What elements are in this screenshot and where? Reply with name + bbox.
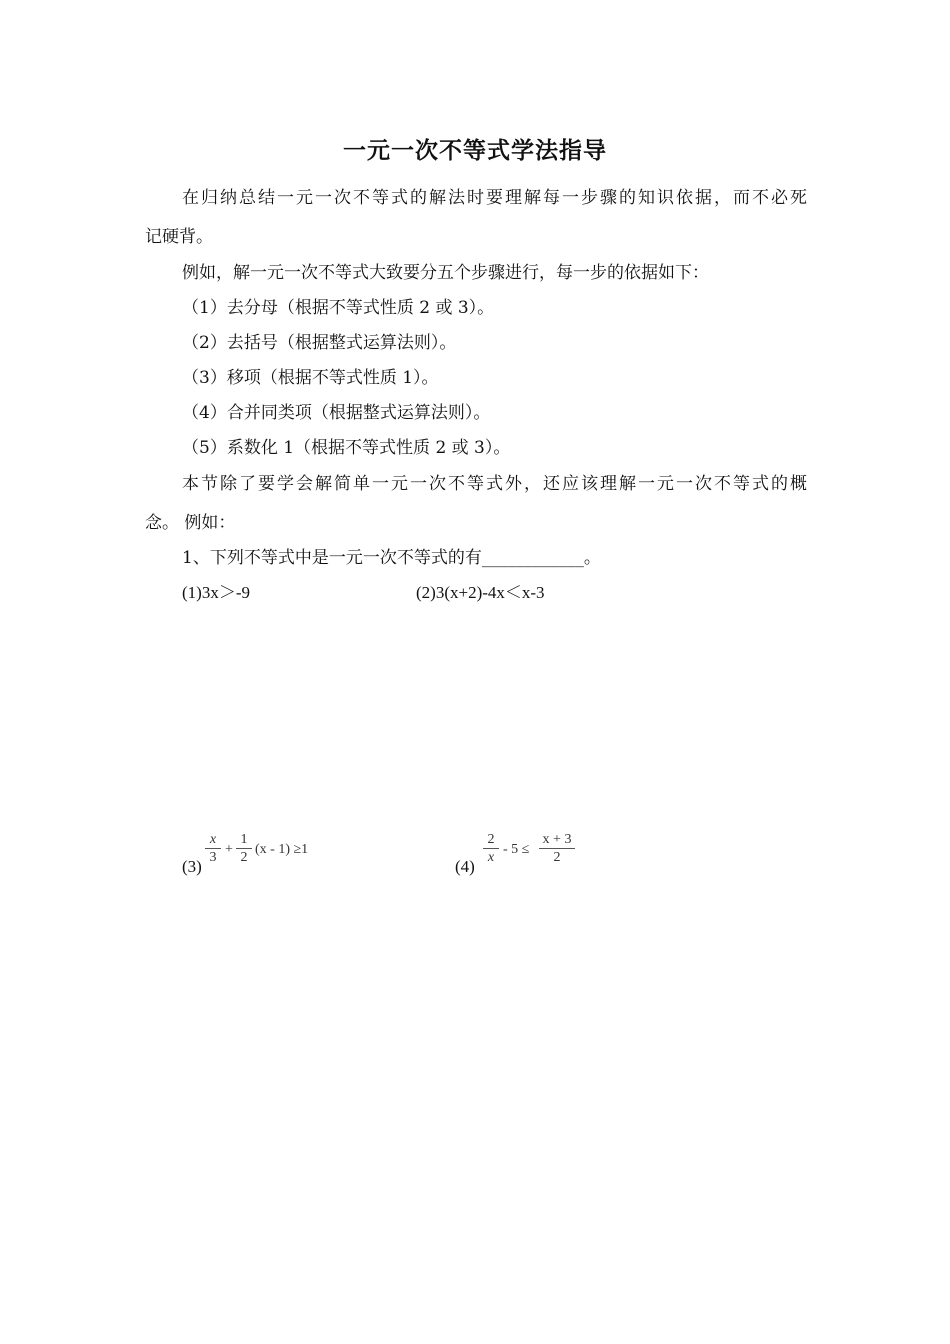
step-5: （5）系数化 1（根据不等式性质 2 或 3）。	[182, 438, 511, 458]
concept-paragraph-line-2: 念。 例如：	[145, 513, 236, 533]
option-3-fraction-x-over-3	[205, 832, 221, 865]
option-3-fraction-1-over-2	[236, 832, 252, 865]
fraction-denominator: x	[487, 850, 495, 865]
fraction-denominator: 3	[209, 850, 217, 865]
step-3: （3）移项（根据不等式性质 1）。	[182, 368, 439, 388]
step-2: （2）去括号（根据整式运算法则）。	[182, 333, 457, 353]
question-text: 1、下列不等式中是一元一次不等式的有	[182, 548, 482, 568]
fraction-bar	[205, 848, 221, 849]
intro-paragraph-line-1: 在归纳总结一元一次不等式的解法时要理解每一步骤的知识依据，而不必死	[182, 188, 807, 208]
intro-paragraph-line-2: 记硬背。	[145, 227, 213, 247]
option-3-label: (3)	[182, 857, 202, 876]
step-1: （1）去分母（根据不等式性质 2 或 3）。	[182, 298, 495, 318]
question-1	[182, 546, 601, 570]
option-2: (2)3(x+2)-4x＜x-3	[416, 583, 545, 602]
fraction-numerator: 2	[487, 832, 495, 847]
option-4-fraction-2-over-x	[483, 832, 499, 865]
plus-sign: +	[225, 842, 233, 857]
concept-paragraph-line-1: 本节除了要学会解简单一元一次不等式外，还应该理解一元一次不等式的概	[182, 474, 807, 494]
fraction-bar	[236, 848, 252, 849]
option-4-fraction-x-plus-3-over-2	[539, 832, 575, 865]
fraction-bar	[483, 848, 499, 849]
option-1: (1)3x＞-9	[182, 583, 250, 602]
question-end: 。	[583, 548, 601, 568]
option-3-expression-rest: (x - 1) ≥1	[255, 842, 309, 857]
fraction-bar	[539, 848, 575, 849]
step-4: （4）合并同类项（根据整式运算法则）。	[182, 403, 491, 423]
fraction-numerator: x + 3	[542, 832, 572, 847]
fraction-numerator: x	[209, 832, 217, 847]
option-4-label: (4)	[455, 857, 475, 876]
fraction-denominator: 2	[553, 850, 561, 865]
fraction-numerator: 1	[240, 832, 248, 847]
answer-blank: ____________	[481, 548, 584, 568]
example-intro: 例如，解一元一次不等式大致要分五个步骤进行，每一步的依据如下：	[182, 263, 709, 283]
fraction-denominator: 2	[240, 850, 248, 865]
option-4-middle: - 5 ≤	[503, 842, 530, 857]
document-title: 一元一次不等式学法指导	[343, 138, 607, 164]
